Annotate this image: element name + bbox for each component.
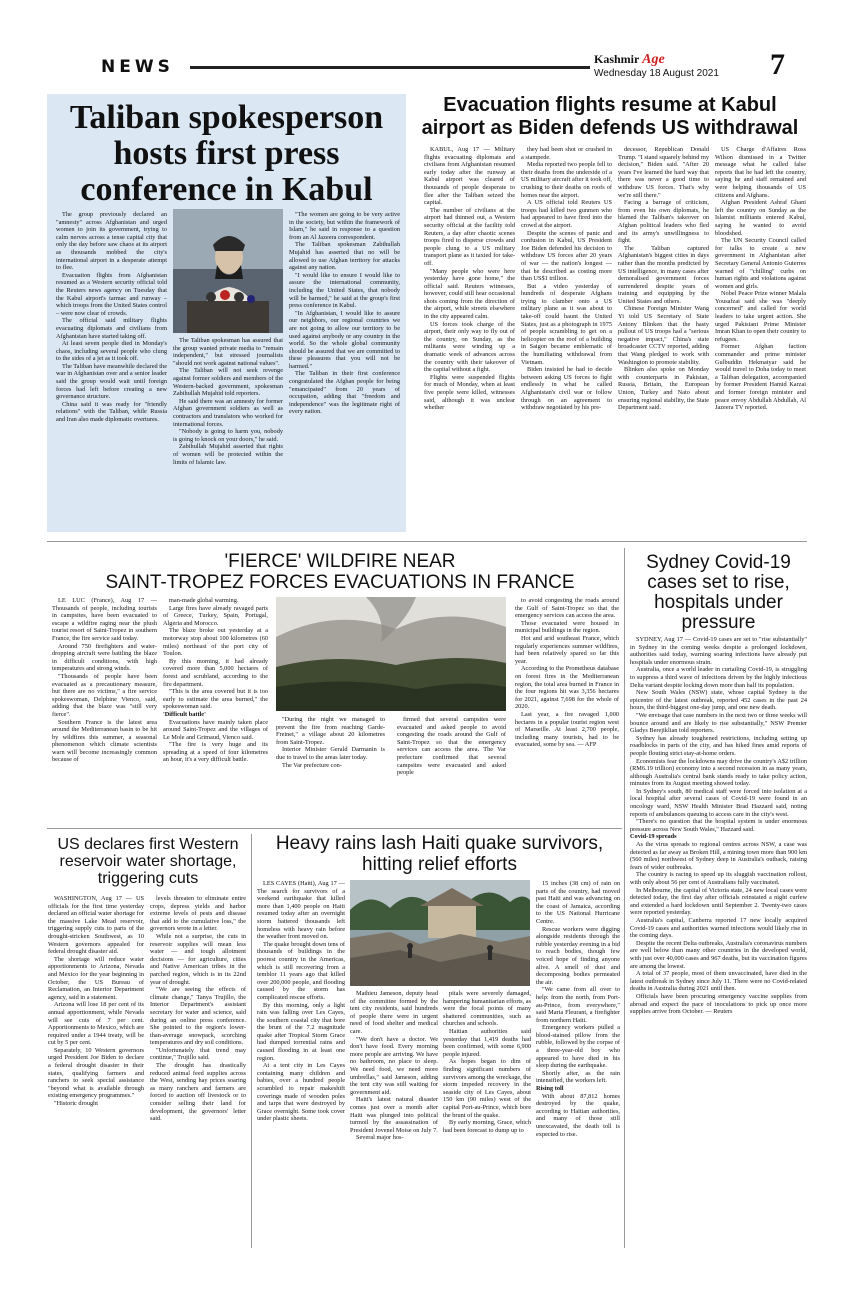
header-rule bbox=[190, 66, 590, 69]
taliban-headline: Taliban spokesperson hosts first press conference in Kabul bbox=[69, 99, 384, 208]
wildfire-photo bbox=[276, 597, 506, 711]
section-divider bbox=[47, 541, 807, 542]
fire-col-1: LE LUC (France), Aug 17 — Thousands of people, including tourists in campsites, have been evacuated to escape a wildfire raging near the plush tourist resort of Saint-Tropez in southern France, the fire service said today. Around 750 firefighters and water-dropping aircraft were battling the blaze in difficult conditions, with high temperatures and strong winds. "Thousands of people have been evacuated as a precautionary measure, but there are no victims," a fire service spokeswoman, Delphine Vienco, said, adding that the blaze was "still very fierce". Southern France is the latest area around the Mediterranean basin to be hit by wildfires this summer, a seasonal phenomenon which climate scientists warn will become increasingly common because of bbox=[52, 597, 157, 764]
sydney-headline: Sydney Covid-19 cases set to rise, hospitals under pressure bbox=[646, 552, 791, 633]
fire-col-5: to avoid congesting the roads around the Gulf of Saint-Tropez so that the emergency services can access the area. Those evacuated were housed in municipal buildings in the region. Hot and arid southeast France, which regularly experiences summer wildfires, had been relatively spared so far this year. According to the Prometheus database on forest fires in the Mediterranean region, the total area burned in France in the four regions hit was 3,356 hectares for 2021, against 7,698 for the whole of 2020. Last year, a fire ravaged 1,000 hectares in a popular tourist region west of Marseille. At least 2,700 people, including many tourists, had to be evacuated, some by sea. — AFP bbox=[515, 597, 619, 749]
evac-col-2: they had been shot or crushed in a stampede. Media reported two people fell to their deaths from the underside of a US military aircraft after it took off, crushing to their deaths on roofs of homes near the airport. A US official told Reuters US troops had killed two gunmen who had appeared to have fired into the crowd at the airport. Despite the scenes of panic and confusion in Kabul, US President Joe Biden defended his decision to withdraw US forces after 20 years of war — the nation's longest — that he described as costing more than US$1 trillion. But a video yesterday of hundreds of desperate Afghans trying to clamber onto a US military plane as it was about to take-off could haunt the United States, just as a photograph in 1975 of people scrambling to get on a helicopter on the roof of a building in Saigon became emblematic of the humiliating withdrawal from Vietnam. Biden insisted he had to decide between asking US forces to fight endlessly in what he called Afghanistan's civil war or follow through on an agreement to withdraw negotiated by his pre- bbox=[521, 146, 612, 412]
brand-name: Kashmir bbox=[594, 52, 643, 66]
haiti-rubble-photo bbox=[350, 880, 530, 986]
section-divider-2 bbox=[47, 828, 622, 829]
haiti-col-4: 15 inches (38 cm) of rain on parts of the country, had moved past Haiti and was advancing on the coast of Jamaica, according to the US National Hurricane Centre. Rescue workers were digging alongside residents through the rubble yesterday evening in a bid to reach bodies, though few voiced hope of finding anyone alive. A smell of dust and decomposing bodies permeated the air. "We came from all over to help: from the north, from Port-au-Prince, from everywhere," said Maria Fleurant, a firefighter from northern Haiti. Emergency workers pulled a blood-stained pillow from the rubble, followed by the corpse of a three-year-old boy who appeared to have died in his sleep during the earthquake. Shortly after, as the rain intensified, the workers left. Rising toll With about 87,812 homes destroyed by the quake, according to Haitian authorities, and many of those still unexcavated, the death toll is expected to rise. bbox=[536, 880, 620, 1138]
haiti-col-2: Mathieu Jameson, deputy head of the committee formed by the tent city residents, said hundreds of people there were in urgent need of food shelter and medical care. "We don't have a doctor. We don't have food. Every morning more people are arriving. We have no bathroom, no place to sleep. We need food, we need more umbrellas," said Jameson, adding the tent city was still waiting for government aid. Haiti's latest natural disaster comes just over a month after Haiti was plunged into political turmoil by the assassination of President Jovenel Moise on July 7. Several major hos- bbox=[350, 990, 438, 1142]
fire-headline bbox=[60, 551, 620, 593]
brand-logo bbox=[594, 52, 665, 68]
taliban-col-2: The Taliban spokesman has assured that the group wanted private media to "remain independent," but stressed journalists "should not work against national values". The Taliban will not seek revenge against former soldiers and members of the Western-backed government, spokesman Zabihullah Mujahid told reporters. He said there was an amnesty for former Afghan government soldiers as well as contractors and translators who worked for international forces. "Nobody is going to harm you, nobody is going to knock on your doors," he said. Zabihullah Mujahid asserted that rights of women will be protected within the limits of Islamic law. bbox=[173, 337, 283, 466]
water-headline: US declares first Western reservoir water shortage, triggering cuts bbox=[57, 836, 239, 887]
evac-col-3: decessor, Republican Donald Trump. "I stand squarely behind my decision," Biden said. "After 20 years I've learned the hard way that there was never a good time to withdraw US forces. That's why we're still there." Facing a barrage of criticism, from even his own diplomats, he blamed the Taliban's takeover on Afghan political leaders who fled and its army's unwillingness to fight. The Taliban captured Afghanistan's biggest cities in days rather than the months predicted by US intelligence, in many cases after demoralised government forces surrendered despite years of training and equipping by the United States and others. Chinese Foreign Minister Wang Yi told US Secretary of State Antony Blinken that the hasty pullout of US troops had a "serious negative impact," China's state broadcaster CCTV reported, adding that Wang pledged to work with Washington to promote stability. Blinken also spoke on Monday with counterparts in Pakistan, Russia, Britain, the European Union, Turkey and Nato about ensuring regional stability, the State Department said. bbox=[618, 146, 709, 412]
haiti-col-3: pitals were severely damaged, hampering humanitarian efforts, as were the focal points of many shattered communities, such as churches and schools. Haitian authorities said yesterday that 1,419 deaths had been confirmed, with some 6,900 people injured. As hopes began to dim of finding significant numbers of survivors among the wreckage, the storm impeded recovery in the seaside city of Les Cayes, about 150 km (90 miles) west of the capital Port-au-Prince, which bore the brunt of the quake. By early morning, Grace, which had been forecast to dump up to bbox=[443, 990, 531, 1134]
section-label: NEWS bbox=[101, 57, 174, 77]
water-col-2: levels threaten to eliminate entire crops, depress yields and harbor extreme levels of pests and disease that add to the cumulative loss," the governors wrote in a letter. While not a surprise, the cuts in reservoir supplies will mean less water — and tough allotment decisions — for agriculture, cities and Native American tribes in the parched region, which is in its 22nd year of drought. "We are seeing the effects of climate change," Tanya Trujillo, the Interior Department's assistant secretary for water and science, said during an online press conference. She pointed to the region's lower-than-average snowpack, scorching temperatures and dry soil conditions. "Unfortunately that trend may continue," Trujillo said. The drought has drastically reduced animal feed supplies across the West, sending hay prices soaring as many ranchers and farmers are forced to auction off livestock or to consider selling their land for development, the governors' letter said. bbox=[150, 895, 246, 1123]
evac-col-1: KABUL, Aug 17 — Military flights evacuating diplomats and civilians from Afghanistan resumed early today after the runway at Kabul airport was cleared of thousands of people desperate to flee after the Taliban seized the capital. The number of civilians at the airport had thinned out, a Western security official at the facility told Reuters, a day after chaotic scenes troops fired to disperse crowds and people clung to a US military transport plane as it taxied for take-off. "Many people who were here yesterday have gone home," the official said. Reuters witnesses, however, could still hear occasional shots coming from the direction of the airport, while streets elsewhere in the city appeared calm. US forces took charge of the airport, their only way to fly out of the country, on Sunday, as the militants were winding up a dramatic week of advances across the country with their takeover of the capital without a fight. Flights were suspended flights for much of Monday, when at least five people were killed, witnesses said, although it was unclear whether bbox=[424, 146, 515, 412]
evac-headline: Evacuation flights resume at Kabul airport as Biden defends US withdrawal bbox=[421, 94, 799, 139]
taliban-col-1: The group previously declared an "amnesty" across Afghanistan and urged women to join its government, trying to calm nerves across a tense capital city that only the day before saw chaos at its airport as thousands mobbed the city's international airport in a desperate attempt to flee. Evacuation flights from Afghanistan resumed as a Western security official told the Reuters news agency on Tuesday that the Kabul airport's tarmac and runway – which troops from the United States control – were now clear of crowds. The official said military flights evacuating diplomats and civilians from Afghanistan have started taking off. At least seven people died in Monday's chaos, including several people who clung to the sides of a jet as it took off. The Taliban have meanwhile declared the war in Afghanistan over and a senior leader said the group would wait until foreign forces had left before creating a new governance structure. China said it was ready for "friendly relations" with the Taliban, while Russia and Iran also made diplomatic overtures. bbox=[56, 211, 167, 424]
haiti-headline: Heavy rains lash Haiti quake survivors, hitting relief efforts bbox=[275, 833, 604, 875]
issue-date: Wednesday 18 August 2021 bbox=[594, 68, 719, 79]
brand-age: Age bbox=[642, 52, 665, 67]
column-divider-2 bbox=[251, 834, 252, 1248]
fire-col-2: man-made global warming. Large fires have already ravaged parts of Greece, Turkey, Spain, Portugal, Algeria and Morocco. The blaze broke out yesterday at a motorway stop about 100 kilometres (60 miles) northeast of the port city of Toulon. By this morning, it had already covered more than 5,000 hectares of forest and scrubland, according to the fire department. "This is the area covered but it is too early to estimate the area burned," the spokeswoman said. 'Difficult battle' Evacuations have mainly taken place around Saint-Tropez and the villages of Le Mole and Grimaud, Vienco said. "The fire is very huge and its spreading at a speed of four kilometres an hour, it's a very difficult battle. bbox=[163, 597, 268, 764]
evac-col-4: US Charge d'Affaires Ross Wilson dismissed in a Twitter message what he called false reports that he had left the country, saying he and staff remained and were helping thousands of US citizens and Afghans. Afghan President Ashraf Ghani left the country on Sunday as the Islamist militants entered Kabul, saying he wanted to avoid bloodshed. The UN Security Council called for talks to create a new government in Afghanistan after Secretary General Antonio Guterres warned of "chilling" curbs on human rights and violations against women and girls. Nobel Peace Prize winner Malala Yousafzai said she was "deeply concerned" and called for world leaders to take urgent action. She urged Pakistani Prime Minister Imran Khan to open their country to refugees. Former Afghan faction commander and prime minister Gulbuddin Hekmatyar said he would travel to Doha today to meet a Taliban delegation, accompanied by former President Hamid Karzai and former foreign minister and peace envoy Abdullah Abdullah, Al Jazeera TV reported. bbox=[715, 146, 806, 412]
fire-col-4: firmed that several campsites were evacuated and asked people to avoid congesting the roads around the Gulf of Saint-Tropez so that the emergency services can access the area. The Var prefecture confirmed that several campsites were evacuated and asked people bbox=[397, 716, 506, 777]
fire-col-3: "During the night we managed to prevent the fire from reaching Garde-Freinet," a village about 20 kilometres from Saint-Tropez. Interior Minister Gerald Darmanin is due to travel to the areas later today. The Var prefecture con- bbox=[276, 716, 385, 769]
fire-headline-line-2: SAINT-TROPEZ FORCES EVACUATIONS IN FRANCE bbox=[105, 572, 575, 593]
taliban-col-3: "The women are going to be very active in the society, but within the framework of Islam," he said in response to a question from an Al Jazeera correspondent. The Taliban spokesman Zabihullah Mujahid has asserted that no will be allowed to use Afghan territory for attacks against any nation. "I would like to ensure I would like to assure the international community, including the United States, that nobody will be harmed," he said at the group's first press conference in Kabul. "In Afghanistan, I would like to assure our neighbors, our regional countries we are not going to allow our territory to be used against anybody or any country in the world. So the whole global community should be assured that we are committed to these pleasures that you will not be harmed." The Taliban in their first conference congratulated the Afghan people for being "emancipated" from 20 years of occupation, adding that "freedom and independence" was the legitimate right of every nation. bbox=[289, 211, 400, 416]
haiti-col-1: LES CAYES (Haiti), Aug 17 — The search for survivors of a weekend earthquake that killed more than 1,400 people on Haiti resumed today after an overnight storm battered thousands left homeless with heavy rain before the weather front moved on. The quake brought down tens of thousands of buildings in the poorest country in the Americas, which is still recovering from a temblor 11 years ago that killed over 200,000 people, and flooding caused by the storm has complicated rescue efforts. By this morning, only a light rain was falling over Les Cayes, the southern coastal city that bore the brunt of the 7.2 magnitude quake after Tropical Storm Grace had dumped torrential rains and caused flooding in at least one region. At a tent city in Les Cayes containing many children and babies, over a hundred people scrambled to repair makeshift coverings made of wooden poles and tarps that were destroyed by Grace overnight. Some took cover under plastic sheets. bbox=[257, 880, 345, 1123]
water-col-1: WASHINGTON, Aug 17 — US officials for the first time yesterday declared an official water shortage for the massive Lake Mead reservoir, triggering supply cuts to parts of the drought-stricken Southwest, as 10 Western governors appealed for federal drought disaster aid. The shortage will reduce water apportionments to Arizona, Nevada and Mexico for the year beginning in October, the US Bureau of Reclamation, an Interior Department agency, said in a statement. Arizona will lose 18 per cent of its annual apportionment, while Nevada will see cuts of 7 per cent. Apportionments to Mexico, which are required under a 1944 treaty, will be cut by 5 per cent. Separately, 10 Western governors urged President Joe Biden to declare a federal drought disaster in their states, qualifying farmers and ranchers to seek special assistance "beyond what is available through existing emergency programmes." "Historic drought bbox=[48, 895, 144, 1108]
fire-headline-line-1: 'FIERCE' WILDFIRE NEAR bbox=[224, 551, 456, 572]
column-divider bbox=[624, 548, 625, 1248]
taliban-spokesman-photo bbox=[173, 209, 283, 333]
sydney-text: SYDNEY, Aug 17 — Covid-19 cases are set to "rise substantially" in Sydney in the coming weeks despite a prolonged lockdown, authorities said today, warning soaring infections have already put hospitals under enormous strain. Australia, once a world leader in curtailing Covid-19, is struggling to suppress a third wave of infections driven by the highly infectious Delta variant despite locking down more than half its population. New South Wales (NSW) state, whose capital Sydney is the epicentre of the latest outbreak, reported 452 cases in the past 24 hours, the third-biggest one-day jump, and one new death. "We envisage that case numbers in the next two or three weeks will bounce around and are likely to rise substantially," NSW Premier Gladys Berejiklian told reporters. Sydney has already toughened restrictions, including setting up roadblocks in parts of the city, and has hiked fines amid reports of people flouting strict stay-at-home orders. Economists fear the lockdowns may drive the country's A$2 trillion (RM6.19 trillion) economy into a second recession in as many years, although Australia's central bank stands ready to take policy action, minutes from its August meeting showed today. In Sydney's south, 80 medical staff were forced into isolation at a local hospital after several cases of Covid-19 were found in an oncology ward, NSW Health Minister Brad Hazzard said, noting reports of ambulances queuing to access care in the city's west. "There's no question that the hospital system is under enormous pressure across New South Wales," Hazzard said. Covid-19 spreads As the virus spreads to regional centres across NSW, a case was detected as far away as Broken Hill, a mining town more than 900 km (560 miles) northwest of Sydney deep in Australia's outback, raising fears of wider outbreaks. The country is racing to speed up its sluggish vaccination rollout, with only about 56 per cent of Australians fully vaccinated. In Melbourne, the capital of Victoria state, 24 new local cases were detected today, the first day after officials reinstated a night curfew and extended a hard lockdown until September 2. Twenty-two cases were reported yesterday. Australia's capital, Canberra reported 17 new locally acquired Covid-19 cases and authorities warned infections would likely rise in the coming days. Despite the recent Delta outbreaks, Australia's coronavirus numbers are well below than many other countries in the developed world, with just over 40,000 cases and 967 deaths, but its vaccination figures are among the lowest. A total of 37 people, most of them unvaccinated, have died in the latest outbreak in Sydney since July 11. There were no Covid-related deaths in Australia during 2021 until then. Officials have been procuring emergency vaccine supplies from abroad and expect the pace of inoculations to pick up once more supplies arrive from October. — Reuters bbox=[630, 636, 807, 1016]
page-number: 7 bbox=[770, 48, 785, 81]
